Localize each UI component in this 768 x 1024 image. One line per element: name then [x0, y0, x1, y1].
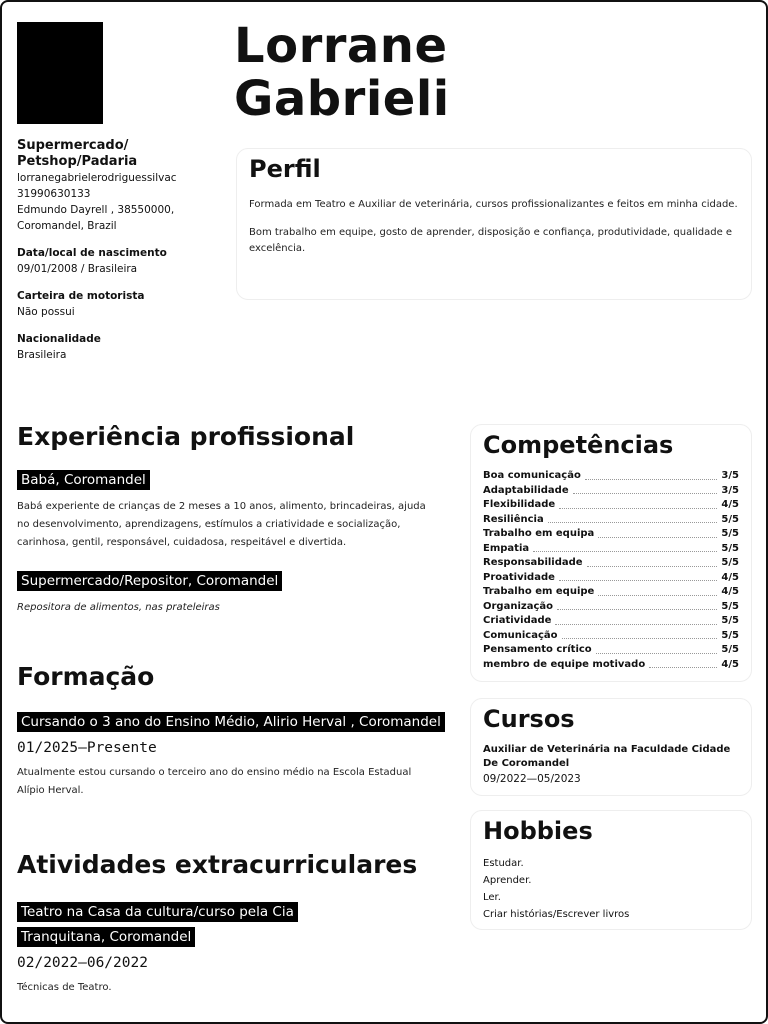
- skill-row: [483, 484, 739, 499]
- hobbies-title: Hobbies: [483, 817, 593, 845]
- skill-score: 5/5: [721, 600, 739, 612]
- birth-label: Data/local de nascimento: [17, 247, 167, 259]
- skill-name: Organização: [483, 600, 553, 612]
- skill-leader: [649, 667, 717, 668]
- profile-paragraph-1: Formada em Teatro e Auxiliar de veterinária, cursos profissionalizantes e feitos em minha cidade.: [249, 199, 738, 210]
- course-name: Auxiliar de Veterinária na Faculdade Cidade De Coromandel: [483, 744, 731, 769]
- skill-score: 3/5: [721, 470, 739, 481]
- experience-desc-1: Babá experiente de crianças de 2 meses a 10 anos, alimento, brincadeiras, ajuda no desenvolvimento, aprendizagens, estímulos a criatividade e socialização, carinhosa, gentil, responsável, cuidadosa, respeitável e divertida.: [17, 501, 426, 548]
- skill-score: 5/5: [721, 542, 739, 554]
- skill-score: 4/5: [721, 571, 739, 583]
- skill-row: [483, 643, 739, 658]
- skill-leader: [585, 479, 718, 480]
- skill-leader: [559, 580, 718, 581]
- skill-row: [483, 513, 739, 528]
- address-line2: Coromandel, Brazil: [17, 220, 117, 232]
- license-value: Não possui: [17, 306, 75, 318]
- skill-row: [483, 658, 739, 673]
- profile-photo: [17, 22, 103, 124]
- profile-title: Perfil: [249, 155, 321, 183]
- skill-row: [483, 571, 739, 586]
- email: lorranegabrielerodriguessilvac: [17, 172, 177, 184]
- hobby-item: Criar histórias/Escrever livros: [483, 909, 630, 920]
- courses-title: Cursos: [483, 705, 575, 733]
- hobby-item: Ler.: [483, 892, 501, 903]
- skill-score: 5/5: [721, 528, 739, 539]
- nationality-label: Nacionalidade: [17, 333, 101, 345]
- skill-score: 4/5: [721, 586, 739, 597]
- birth-value: 09/01/2008 / Brasileira: [17, 263, 138, 275]
- skill-row: [483, 542, 739, 557]
- skill-row: [483, 585, 739, 600]
- courses-section: [470, 698, 752, 796]
- skill-score: 5/5: [721, 513, 739, 525]
- skill-row: [483, 498, 739, 513]
- license-label: Carteira de motorista: [17, 290, 145, 302]
- skill-leader: [587, 566, 718, 567]
- education-dates: 01/2025—Presente: [17, 740, 157, 756]
- education-desc: Atualmente estou cursando o terceiro ano do ensino médio na Escola Estadual Alípio Herval.: [17, 767, 412, 796]
- last-name: Gabrieli: [234, 71, 450, 127]
- skill-name: Boa comunicação: [483, 470, 581, 481]
- job-title-line2: Petshop/Padaria: [17, 154, 138, 169]
- skill-name: Empatia: [483, 542, 530, 554]
- skill-score: 5/5: [721, 629, 739, 641]
- skill-score: 3/5: [721, 484, 739, 496]
- skill-name: membro de equipe motivado: [483, 658, 646, 670]
- skill-row: [483, 469, 739, 484]
- skill-score: 5/5: [721, 557, 739, 568]
- skill-name: Proatividade: [483, 571, 555, 583]
- skill-row: [483, 629, 739, 644]
- hobby-item: Estudar.: [483, 858, 524, 869]
- experience-title: Experiência profissional: [17, 422, 355, 451]
- contact-info: [17, 138, 217, 363]
- education-role: Cursando o 3 ano do Ensino Médio, Alirio Herval , Coromandel: [17, 712, 445, 732]
- activities-role: Teatro na Casa da cultura/curso pela Cia Tranquitana, Coromandel: [17, 902, 298, 947]
- activities-section: [17, 850, 447, 997]
- skill-name: Comunicação: [483, 629, 558, 641]
- skill-name: Adaptabilidade: [483, 484, 569, 496]
- skill-name: Trabalho em equipa: [483, 528, 595, 539]
- hobby-item: Aprender.: [483, 875, 532, 886]
- skill-name: Responsabilidade: [483, 557, 583, 568]
- job-title: Supermercado/: [17, 138, 129, 153]
- activities-desc: Técnicas de Teatro.: [17, 982, 112, 993]
- skill-name: Resiliência: [483, 513, 544, 525]
- profile-section: [236, 148, 752, 300]
- experience-desc-2: Repositora de alimentos, nas prateleiras: [17, 602, 220, 613]
- skill-name: Trabalho em equipe: [483, 586, 595, 597]
- skill-leader: [573, 493, 718, 494]
- skill-score: 4/5: [721, 499, 739, 510]
- skill-leader: [562, 638, 718, 639]
- skill-row: [483, 600, 739, 615]
- skill-leader: [598, 537, 717, 538]
- skill-leader: [557, 609, 717, 610]
- skills-section: [470, 424, 752, 682]
- skill-leader: [596, 653, 718, 654]
- first-name: Lorrane: [234, 18, 448, 74]
- course-dates: 09/2022—05/2023: [483, 773, 581, 785]
- skill-leader: [559, 508, 717, 509]
- experience-role-2: Supermercado/Repositor, Coromandel: [17, 571, 282, 591]
- skill-leader: [555, 624, 717, 625]
- experience-section: [17, 422, 437, 617]
- phone: 31990630133: [17, 188, 91, 200]
- education-section: [17, 662, 447, 800]
- skills-list: [483, 469, 739, 672]
- activities-dates: 02/2022—06/2022: [17, 955, 148, 971]
- education-title: Formação: [17, 662, 155, 691]
- skill-score: 4/5: [721, 658, 739, 670]
- skill-score: 5/5: [721, 615, 739, 626]
- activities-title: Atividades extracurriculares: [17, 850, 418, 879]
- candidate-name: [234, 20, 450, 126]
- experience-role-1: Babá, Coromandel: [17, 470, 150, 490]
- hobbies-list: [483, 855, 739, 923]
- skill-leader: [548, 522, 718, 523]
- skill-leader: [533, 551, 717, 552]
- skill-score: 5/5: [721, 644, 739, 655]
- skill-name: Flexibilidade: [483, 499, 556, 510]
- skill-row: [483, 614, 739, 629]
- address-line1: Edmundo Dayrell , 38550000,: [17, 204, 175, 216]
- skill-name: Criatividade: [483, 615, 552, 626]
- skill-leader: [598, 595, 717, 596]
- skill-name: Pensamento crítico: [483, 644, 592, 655]
- skill-row: [483, 556, 739, 571]
- profile-paragraph-2: Bom trabalho em equipe, gosto de aprender, disposição e confiança, produtividade, qualidade e excelência.: [249, 227, 733, 254]
- skill-row: [483, 527, 739, 542]
- nationality-value: Brasileira: [17, 349, 67, 361]
- hobbies-section: [470, 810, 752, 930]
- skills-title: Competências: [483, 431, 674, 459]
